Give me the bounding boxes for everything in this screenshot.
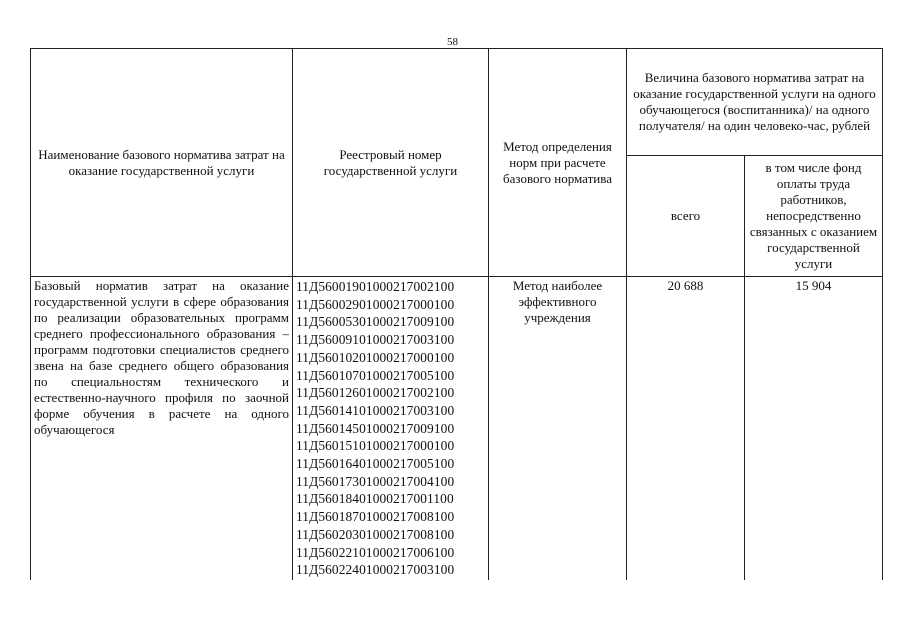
- registry-number: 11Д56002901000217000100: [296, 296, 455, 312]
- registry-number: 11Д56012601000217002100: [296, 385, 455, 401]
- header-total: всего: [627, 156, 745, 277]
- header-service-name: Наименование базового норматива затрат на оказание государственной услуги: [31, 49, 293, 277]
- registry-numbers-cell: [293, 277, 489, 580]
- registry-number: 11Д56018701000217008100: [296, 509, 455, 525]
- header-norm-value: Величина базового норматива затрат на оказание государственной услуги на одного обучающегося (воспитанника)/ на одного получателя/ на один человеко-час, рублей: [627, 49, 883, 156]
- table-header-row: [31, 49, 883, 156]
- header-wage-fund: в том числе фонд оплаты труда работников, непосредственно связанных с оказанием государственной услуги: [745, 156, 883, 277]
- header-registry-number: Реестровый номер государственной услуги: [293, 49, 489, 277]
- norms-table: [30, 48, 883, 580]
- registry-number: 11Д56018401000217001100: [296, 491, 454, 507]
- registry-number: 11Д56015101000217000100: [296, 438, 455, 454]
- registry-number: 11Д56014501000217009100: [296, 420, 455, 436]
- table-row: [31, 277, 883, 580]
- header-method: Метод определения норм при расчете базового норматива: [489, 49, 627, 277]
- registry-number: 11Д56022101000217006100: [296, 544, 455, 560]
- wage-fund-value-cell: 15 904: [745, 277, 883, 580]
- registry-number: 11Д56016401000217005100: [296, 456, 455, 472]
- registry-number: 11Д56010201000217000100: [296, 349, 455, 365]
- registry-number: 11Д56005301000217009100: [296, 314, 455, 330]
- service-name-cell: Базовый норматив затрат на оказание государственной услуги в сфере образования по реализации образовательных программ среднего профессионального образования – программ подготовки специалистов среднего звена на базе среднего общего образования по специальностям технического и естественно-научного профиля по заочной форме обучения в расчете на одного обучающегося: [31, 277, 293, 580]
- total-value-cell: 20 688: [627, 277, 745, 580]
- method-cell: Метод наиболее эффективного учреждения: [489, 277, 627, 580]
- registry-number: 11Д56001901000217002100: [296, 279, 455, 294]
- registry-number: 11Д56020301000217008100: [296, 526, 455, 542]
- registry-number: 11Д56014101000217003100: [296, 402, 455, 418]
- registry-number: 11Д56009101000217003100: [296, 332, 455, 348]
- registry-number: 11Д56017301000217004100: [296, 473, 455, 489]
- page-number: 58: [447, 36, 458, 48]
- registry-number: 11Д56022401000217003100: [296, 562, 455, 578]
- registry-number: 11Д56010701000217005100: [296, 367, 455, 383]
